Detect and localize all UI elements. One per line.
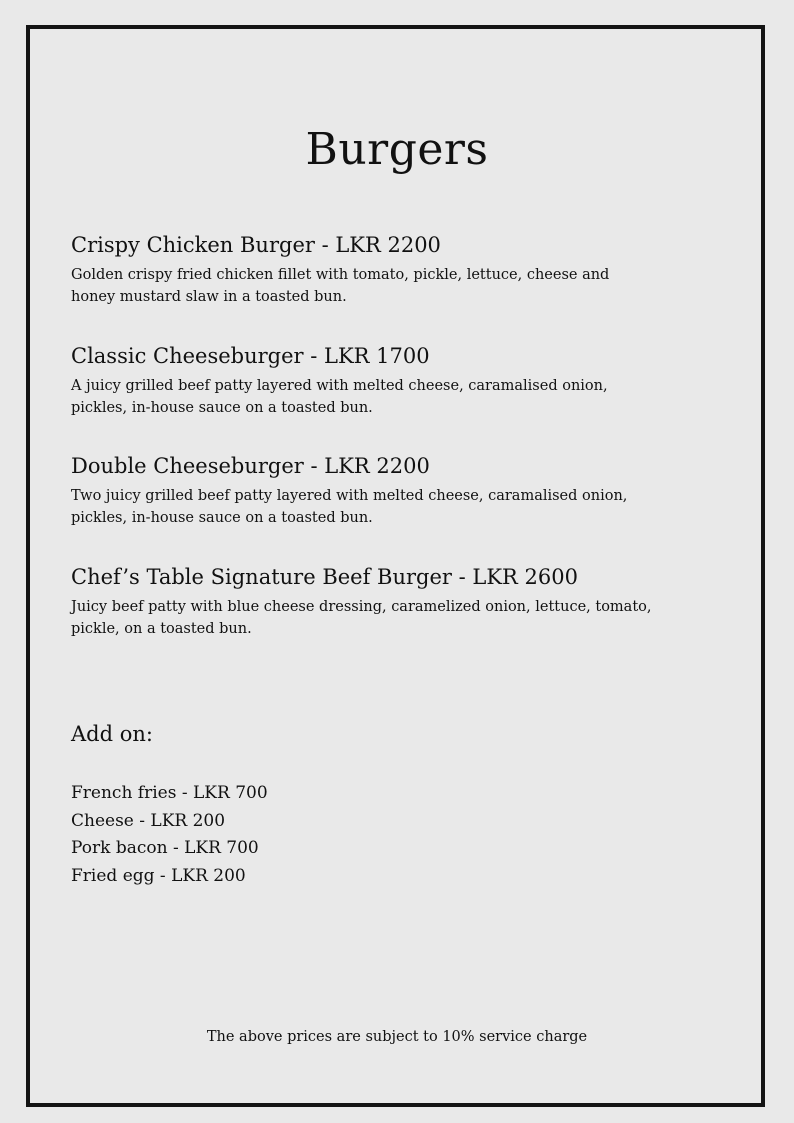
menu-item-double-cheeseburger	[71, 453, 711, 529]
description-line: honey mustard slaw in a toasted bun.	[71, 289, 347, 305]
description-line: Golden crispy fried chicken fillet with tomato, pickle, lettuce, cheese and	[71, 267, 610, 283]
service-charge-note: The above prices are subject to 10% service charge	[206, 1029, 588, 1045]
addon-item: Pork bacon - LKR 700	[71, 838, 259, 858]
menu-item-heading: Classic Cheeseburger - LKR 1700	[71, 344, 430, 368]
description-line: pickles, in-house sauce on a toasted bun.	[71, 510, 373, 526]
menu-item-description	[71, 264, 711, 308]
menu-item-classic-cheeseburger	[71, 343, 711, 419]
menu-item-signature-beef-burger	[71, 564, 711, 640]
addon-item: French fries - LKR 700	[71, 783, 268, 803]
description-line: Two juicy grilled beef patty layered with melted cheese, caramalised onion,	[71, 488, 628, 504]
description-line: pickle, on a toasted bun.	[71, 621, 252, 637]
menu-item-heading: Double Cheeseburger - LKR 2200	[71, 454, 430, 478]
menu-item-heading: Crispy Chicken Burger - LKR 2200	[71, 233, 441, 257]
description-line: Juicy beef patty with blue cheese dressing, caramelized onion, lettuce, tomato,	[71, 599, 652, 615]
addon-item: Cheese - LKR 200	[71, 810, 226, 831]
menu-item-description	[71, 485, 711, 529]
description-line: A juicy grilled beef patty layered with melted cheese, caramalised onion,	[71, 378, 608, 394]
addons-heading: Add on:	[71, 722, 153, 746]
menu-item-description	[71, 596, 711, 640]
menu-item-crispy-chicken-burger	[71, 232, 711, 308]
addons-list	[71, 780, 268, 890]
menu-item-description	[71, 375, 711, 419]
addon-item: Fried egg - LKR 200	[71, 865, 246, 886]
menu-title: Burgers	[305, 124, 489, 175]
description-line: pickles, in-house sauce on a toasted bun.	[71, 400, 373, 416]
menu-item-heading: Chef’s Table Signature Beef Burger - LKR 2600	[71, 565, 578, 589]
